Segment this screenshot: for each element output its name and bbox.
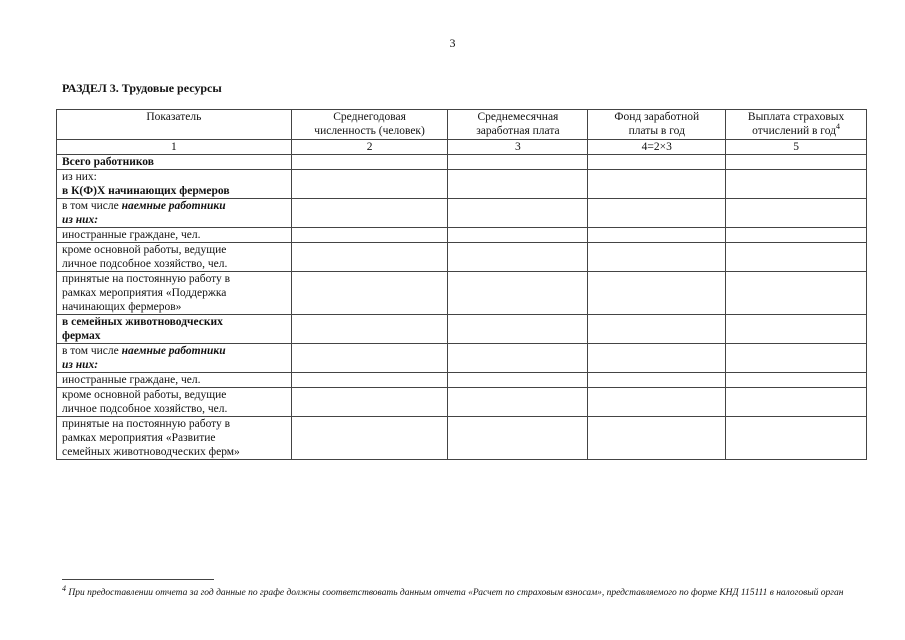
column-number: 4=2×3 bbox=[588, 140, 726, 155]
row-label-household: кроме основной работы, ведущие личное подсобное хозяйство, чел. bbox=[57, 243, 292, 272]
data-cell[interactable] bbox=[588, 243, 726, 272]
data-cell[interactable] bbox=[588, 417, 726, 460]
row-label-household: кроме основной работы, ведущие личное подсобное хозяйство, чел. bbox=[57, 388, 292, 417]
data-cell[interactable] bbox=[291, 228, 448, 243]
table-row bbox=[57, 243, 867, 272]
row-label-hired: в том числе наемные работники из них: bbox=[57, 344, 292, 373]
column-number: 3 bbox=[448, 140, 588, 155]
data-cell[interactable] bbox=[588, 344, 726, 373]
data-cell[interactable] bbox=[726, 243, 867, 272]
table-row bbox=[57, 373, 867, 388]
data-cell[interactable] bbox=[448, 155, 588, 170]
data-cell[interactable] bbox=[291, 315, 448, 344]
data-cell[interactable] bbox=[291, 272, 448, 315]
row-label-accepted: принятые на постоянную работу в рамках мероприятия «Развитие семейных животноводческих ферм» bbox=[57, 417, 292, 460]
data-cell[interactable] bbox=[588, 315, 726, 344]
data-cell[interactable] bbox=[588, 155, 726, 170]
data-cell[interactable] bbox=[291, 243, 448, 272]
column-header-avg-salary: Среднемесячная заработная плата bbox=[448, 110, 588, 140]
row-label-foreign: иностранные граждане, чел. bbox=[57, 373, 292, 388]
row-label-kfh: из них: в К(Ф)Х начинающих фермеров bbox=[57, 170, 292, 199]
data-cell[interactable] bbox=[291, 373, 448, 388]
table-row bbox=[57, 199, 867, 228]
column-header-indicator: Показатель bbox=[57, 110, 292, 140]
page-number: 3 bbox=[449, 36, 456, 50]
data-cell[interactable] bbox=[726, 170, 867, 199]
footnote bbox=[62, 583, 862, 600]
data-cell[interactable] bbox=[448, 373, 588, 388]
column-header-insurance-payments: Выплата страховых отчислений в год$^4$ bbox=[726, 110, 867, 140]
data-cell[interactable] bbox=[588, 272, 726, 315]
section-title: РАЗДЕЛ 3. Трудовые ресурсы bbox=[62, 81, 222, 95]
data-cell[interactable] bbox=[726, 388, 867, 417]
data-cell[interactable] bbox=[726, 155, 867, 170]
data-cell[interactable] bbox=[448, 344, 588, 373]
data-cell[interactable] bbox=[448, 228, 588, 243]
footnote-ref: 4 bbox=[836, 122, 841, 132]
row-label-foreign: иностранные граждане, чел. bbox=[57, 228, 292, 243]
table-row bbox=[57, 417, 867, 460]
data-cell[interactable] bbox=[726, 199, 867, 228]
column-header-payroll-fund: Фонд заработной платы в год bbox=[588, 110, 726, 140]
data-cell[interactable] bbox=[448, 388, 588, 417]
row-label-total: Всего работников bbox=[57, 155, 292, 170]
data-cell[interactable] bbox=[291, 155, 448, 170]
data-cell[interactable] bbox=[448, 417, 588, 460]
data-cell[interactable] bbox=[726, 344, 867, 373]
column-numbers-row bbox=[57, 140, 867, 155]
data-cell[interactable] bbox=[448, 315, 588, 344]
data-cell[interactable] bbox=[726, 315, 867, 344]
column-number: 1 bbox=[57, 140, 292, 155]
row-label-accepted: принятые на постоянную работу в рамках мероприятия «Поддержка начинающих фермеров» bbox=[57, 272, 292, 315]
data-cell[interactable] bbox=[726, 228, 867, 243]
data-cell[interactable] bbox=[726, 272, 867, 315]
data-cell[interactable] bbox=[588, 228, 726, 243]
data-cell[interactable] bbox=[448, 199, 588, 228]
data-cell[interactable] bbox=[291, 388, 448, 417]
labor-resources-table bbox=[56, 109, 867, 460]
data-cell[interactable] bbox=[588, 199, 726, 228]
data-cell[interactable] bbox=[448, 243, 588, 272]
data-cell[interactable] bbox=[291, 170, 448, 199]
row-label-family-farms: в семейных животноводческих фермах bbox=[57, 315, 292, 344]
table-row bbox=[57, 388, 867, 417]
data-cell[interactable] bbox=[588, 170, 726, 199]
footnote-divider bbox=[62, 579, 214, 580]
data-cell[interactable] bbox=[588, 373, 726, 388]
data-cell[interactable] bbox=[291, 344, 448, 373]
data-cell[interactable] bbox=[291, 199, 448, 228]
data-cell[interactable] bbox=[588, 388, 726, 417]
data-cell[interactable] bbox=[726, 373, 867, 388]
row-label-hired: в том числе наемные работники из них: bbox=[57, 199, 292, 228]
table-row bbox=[57, 228, 867, 243]
data-cell[interactable] bbox=[448, 272, 588, 315]
column-header-avg-headcount: Среднегодовая численность (человек) bbox=[291, 110, 448, 140]
table-row bbox=[57, 155, 867, 170]
footnote-marker: 4 bbox=[62, 583, 66, 593]
footnote-text: При предоставлении отчета за год данные по графе должны соответствовать данным отчета «Расчет по страховым взносам», представляемого по форме КНД 115111 в налоговый орган bbox=[68, 588, 844, 598]
column-number: 2 bbox=[291, 140, 448, 155]
table-row bbox=[57, 170, 867, 199]
table-row bbox=[57, 272, 867, 315]
table-row bbox=[57, 344, 867, 373]
data-cell[interactable] bbox=[726, 417, 867, 460]
header-row bbox=[57, 110, 867, 140]
table-row bbox=[57, 315, 867, 344]
data-cell[interactable] bbox=[448, 170, 588, 199]
column-number: 5 bbox=[726, 140, 867, 155]
data-cell[interactable] bbox=[291, 417, 448, 460]
